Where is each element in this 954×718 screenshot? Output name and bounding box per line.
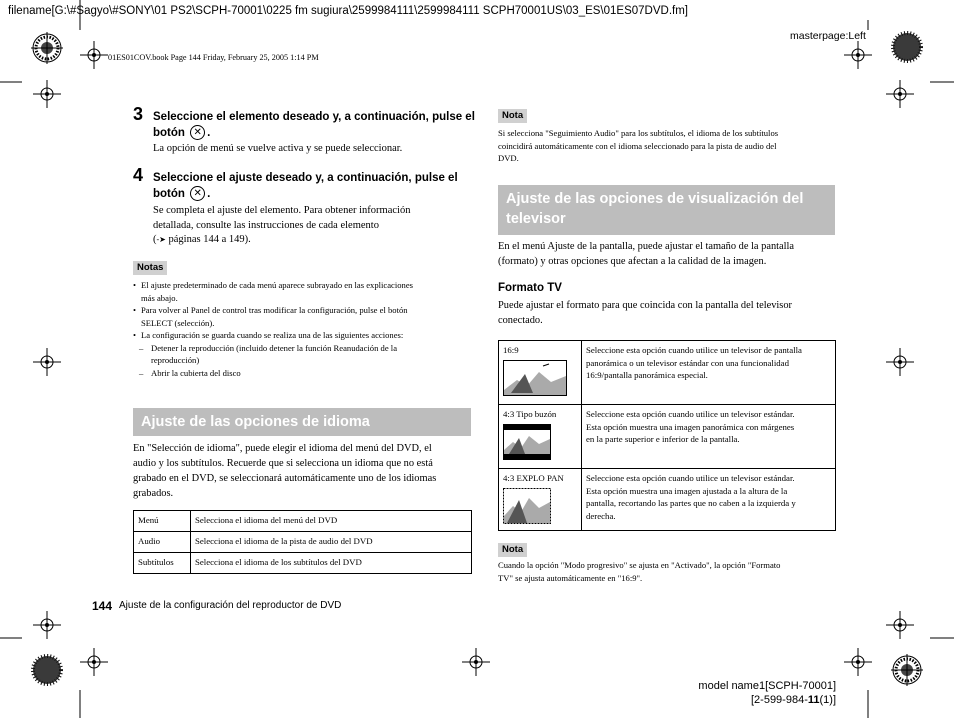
bullet-icon: • (133, 280, 137, 290)
text-line: SELECT (selección). (141, 317, 215, 328)
table-row (134, 553, 472, 574)
table-cell (499, 341, 582, 405)
text-fragment: (1)] (819, 694, 836, 706)
table-cell: Selecciona el idioma de la pista de audio del DVD (191, 532, 472, 553)
crosshair-icon (33, 80, 61, 108)
text-line: Seleccione esta opción cuando utilice un televisor estándar. (586, 473, 795, 483)
table-cell (582, 405, 836, 469)
text-line: (formato) y otras opciones que afectan a la calidad de la imagen. (498, 256, 767, 267)
text-fragment: [2-599-984- (750, 694, 808, 706)
nota-text (498, 559, 838, 584)
text-line: Para volver al Panel de control tras modificar la configuración, pulse el botón (141, 305, 408, 315)
letterbox-image-icon (503, 424, 551, 460)
step-title-line (153, 125, 483, 141)
registration-dial-icon (33, 656, 61, 684)
pan-scan-image-icon (503, 488, 551, 524)
text-line: en la parte superior e inferior de la pantalla. (586, 434, 740, 444)
registration-dial-icon (893, 33, 921, 61)
table-cell: Selecciona el idioma de los subtítulos del DVD (191, 553, 472, 574)
text-line: conectado. (498, 315, 543, 326)
crosshair-icon (462, 648, 490, 676)
text-line: pantalla, recortando las partes que no caben a la izquierda y (586, 498, 796, 508)
section-title-idioma: Ajuste de las opciones de idioma (133, 408, 471, 436)
language-table (133, 510, 472, 574)
table-cell: Menú (134, 511, 191, 532)
text-line: En "Selección de idioma", puede elegir el idioma del menú del DVD, el (133, 443, 432, 454)
section-paragraph (498, 239, 843, 269)
masterpage-label: masterpage:Left (790, 30, 866, 42)
text-fragment: 11 (807, 694, 820, 706)
table-row (499, 405, 836, 469)
text-fragment: ( (153, 234, 157, 245)
crosshair-icon (886, 611, 914, 639)
registration-dial-icon (31, 32, 63, 64)
step-title (153, 170, 483, 202)
text-line: coincidirá automáticamente con el idioma seleccionado para la pista de audio del (498, 140, 777, 151)
text-line: televisor (506, 211, 566, 227)
text-line: Seleccione esta opción cuando utilice un televisor de pantalla (586, 345, 802, 355)
text-line: La configuración se guarda cuando se realiza una de las siguientes acciones: (141, 330, 404, 340)
step-description (153, 204, 483, 248)
table-cell (499, 405, 582, 469)
nota-text (498, 127, 838, 165)
footer-title: Ajuste de la configuración del reproductor de DVD (119, 600, 342, 611)
text-line: más abajo. (141, 292, 178, 303)
text-line: Ajuste de las opciones de visualización del (506, 191, 804, 207)
text-line: Detener la reproducción (incluido detener la función Reanudación de la (151, 342, 398, 353)
step-title-period: . (207, 127, 211, 139)
crosshair-icon (80, 41, 108, 69)
text-line: Abrir la cubierta del disco (151, 367, 241, 378)
format-name: 16:9 (503, 345, 519, 355)
text-line: En el menú Ajuste de la pantalla, puede ajustar el tamaño de la pantalla (498, 241, 795, 252)
step-number: 4 (133, 165, 144, 185)
list-item (133, 279, 473, 304)
table-row (499, 341, 836, 405)
text-line: panorámica o un televisor estándar con una funcionalidad (586, 357, 789, 368)
crosshair-icon (33, 611, 61, 639)
text-line: Cuando la opción "Modo progresivo" se ajusta en "Activado", la opción "Formato (498, 560, 781, 570)
text-line: grabados. (133, 488, 174, 499)
format-name: 4:3 EXPLO PAN (503, 473, 564, 483)
list-item (133, 304, 473, 329)
table-row (499, 469, 836, 531)
page-ref-arrow-icon: -➤ (156, 235, 166, 244)
text-line: audio y los subtítulos. Recuerde que si selecciona un idioma que no está (133, 458, 433, 469)
crosshair-icon (33, 348, 61, 376)
table-row (134, 511, 472, 532)
widescreen-image-icon (503, 360, 567, 396)
table-row (134, 532, 472, 553)
format-name: 4:3 Tipo buzón (503, 409, 557, 419)
crosshair-icon (80, 648, 108, 676)
sub-list-item (133, 342, 473, 367)
text-line: Si selecciona "Seguimiento Audio" para los subtítulos, el idioma de los subtítulos (498, 128, 779, 138)
registration-dial-icon (891, 654, 923, 686)
cross-button-icon: ✕ (190, 186, 205, 201)
subsection-paragraph (498, 298, 843, 328)
text-line: Seleccione esta opción cuando utilice un televisor estándar. (586, 409, 795, 419)
step-title-period: . (207, 188, 211, 200)
step-title-line: Seleccione el ajuste deseado y, a continuación, pulse el (153, 172, 458, 184)
section-paragraph (133, 441, 478, 501)
text-line: Se completa el ajuste del elemento. Para obtener información (153, 205, 411, 216)
text-line: reproducción) (151, 355, 200, 365)
dash-icon: – (139, 367, 144, 378)
text-line: Esta opción muestra una imagen ajustada a la altura de la (586, 485, 788, 496)
text-line (153, 233, 483, 248)
table-cell (582, 469, 836, 531)
tv-format-table (498, 340, 836, 531)
cross-button-icon: ✕ (190, 125, 205, 140)
bullet-icon: • (133, 330, 137, 340)
text-line: grabado en el DVD, se seleccionará automáticamente uno de los idiomas (133, 473, 437, 484)
step-title-line: Seleccione el elemento deseado y, a continuación, pulse el (153, 111, 475, 123)
table-cell (582, 341, 836, 405)
step-title (153, 109, 483, 141)
table-cell: Selecciona el idioma del menú del DVD (191, 511, 472, 532)
bullet-icon: • (133, 305, 137, 315)
page-number: 144 (92, 599, 113, 613)
step-description: La opción de menú se vuelve activa y se puede seleccionar. (153, 143, 403, 154)
subheading-formato-tv: Formato TV (498, 282, 562, 294)
text-line: Esta opción muestra una imagen panorámica con márgenes (586, 421, 795, 432)
section-title-tv (498, 185, 835, 235)
crosshair-icon (886, 80, 914, 108)
book-info: 01ES01COV.book Page 144 Friday, February 25, 2005 1:14 PM (108, 53, 319, 62)
nota-label: Nota (498, 543, 527, 557)
text-line: 16:9/pantalla panorámica especial. (586, 370, 708, 380)
text-line: model name1[SCPH-70001] (698, 680, 836, 692)
list-item (133, 329, 473, 342)
step-title-button-word: botón (153, 127, 185, 139)
text-line: derecha. (586, 510, 616, 521)
text-fragment: páginas 144 a 149). (165, 234, 251, 245)
file-path: filename[G:\#Sagyo\#SONY\01 PS2\SCPH-70001\0225 fm sugiura\2599984111\2599984111 SCPH70001US\03_ES\01ES07DVD.fm] (8, 5, 688, 17)
notas-label: Notas (133, 261, 167, 275)
notas-list (133, 279, 473, 379)
text-line: Puede ajustar el formato para que coincida con la pantalla del televisor (498, 300, 792, 311)
table-cell: Subtítulos (134, 553, 191, 574)
dash-icon: – (139, 342, 144, 353)
step-title-button-word: botón (153, 188, 185, 200)
step-number: 3 (133, 104, 144, 124)
step-title-line (153, 186, 483, 202)
crosshair-icon (886, 348, 914, 376)
sub-list-item (133, 367, 473, 380)
text-line: DVD. (498, 153, 519, 163)
text-line: El ajuste predeterminado de cada menú aparece subrayado en las explicaciones (141, 280, 414, 290)
table-cell (499, 469, 582, 531)
text-line: TV" se ajusta automáticamente en "16:9". (498, 572, 643, 583)
text-line (640, 693, 836, 707)
nota-label: Nota (498, 109, 527, 123)
text-line: detallada, consulte las instrucciones de cada elemento (153, 219, 379, 231)
table-cell: Audio (134, 532, 191, 553)
crosshair-icon (844, 648, 872, 676)
model-info (640, 679, 836, 707)
crosshair-icon (844, 41, 872, 69)
